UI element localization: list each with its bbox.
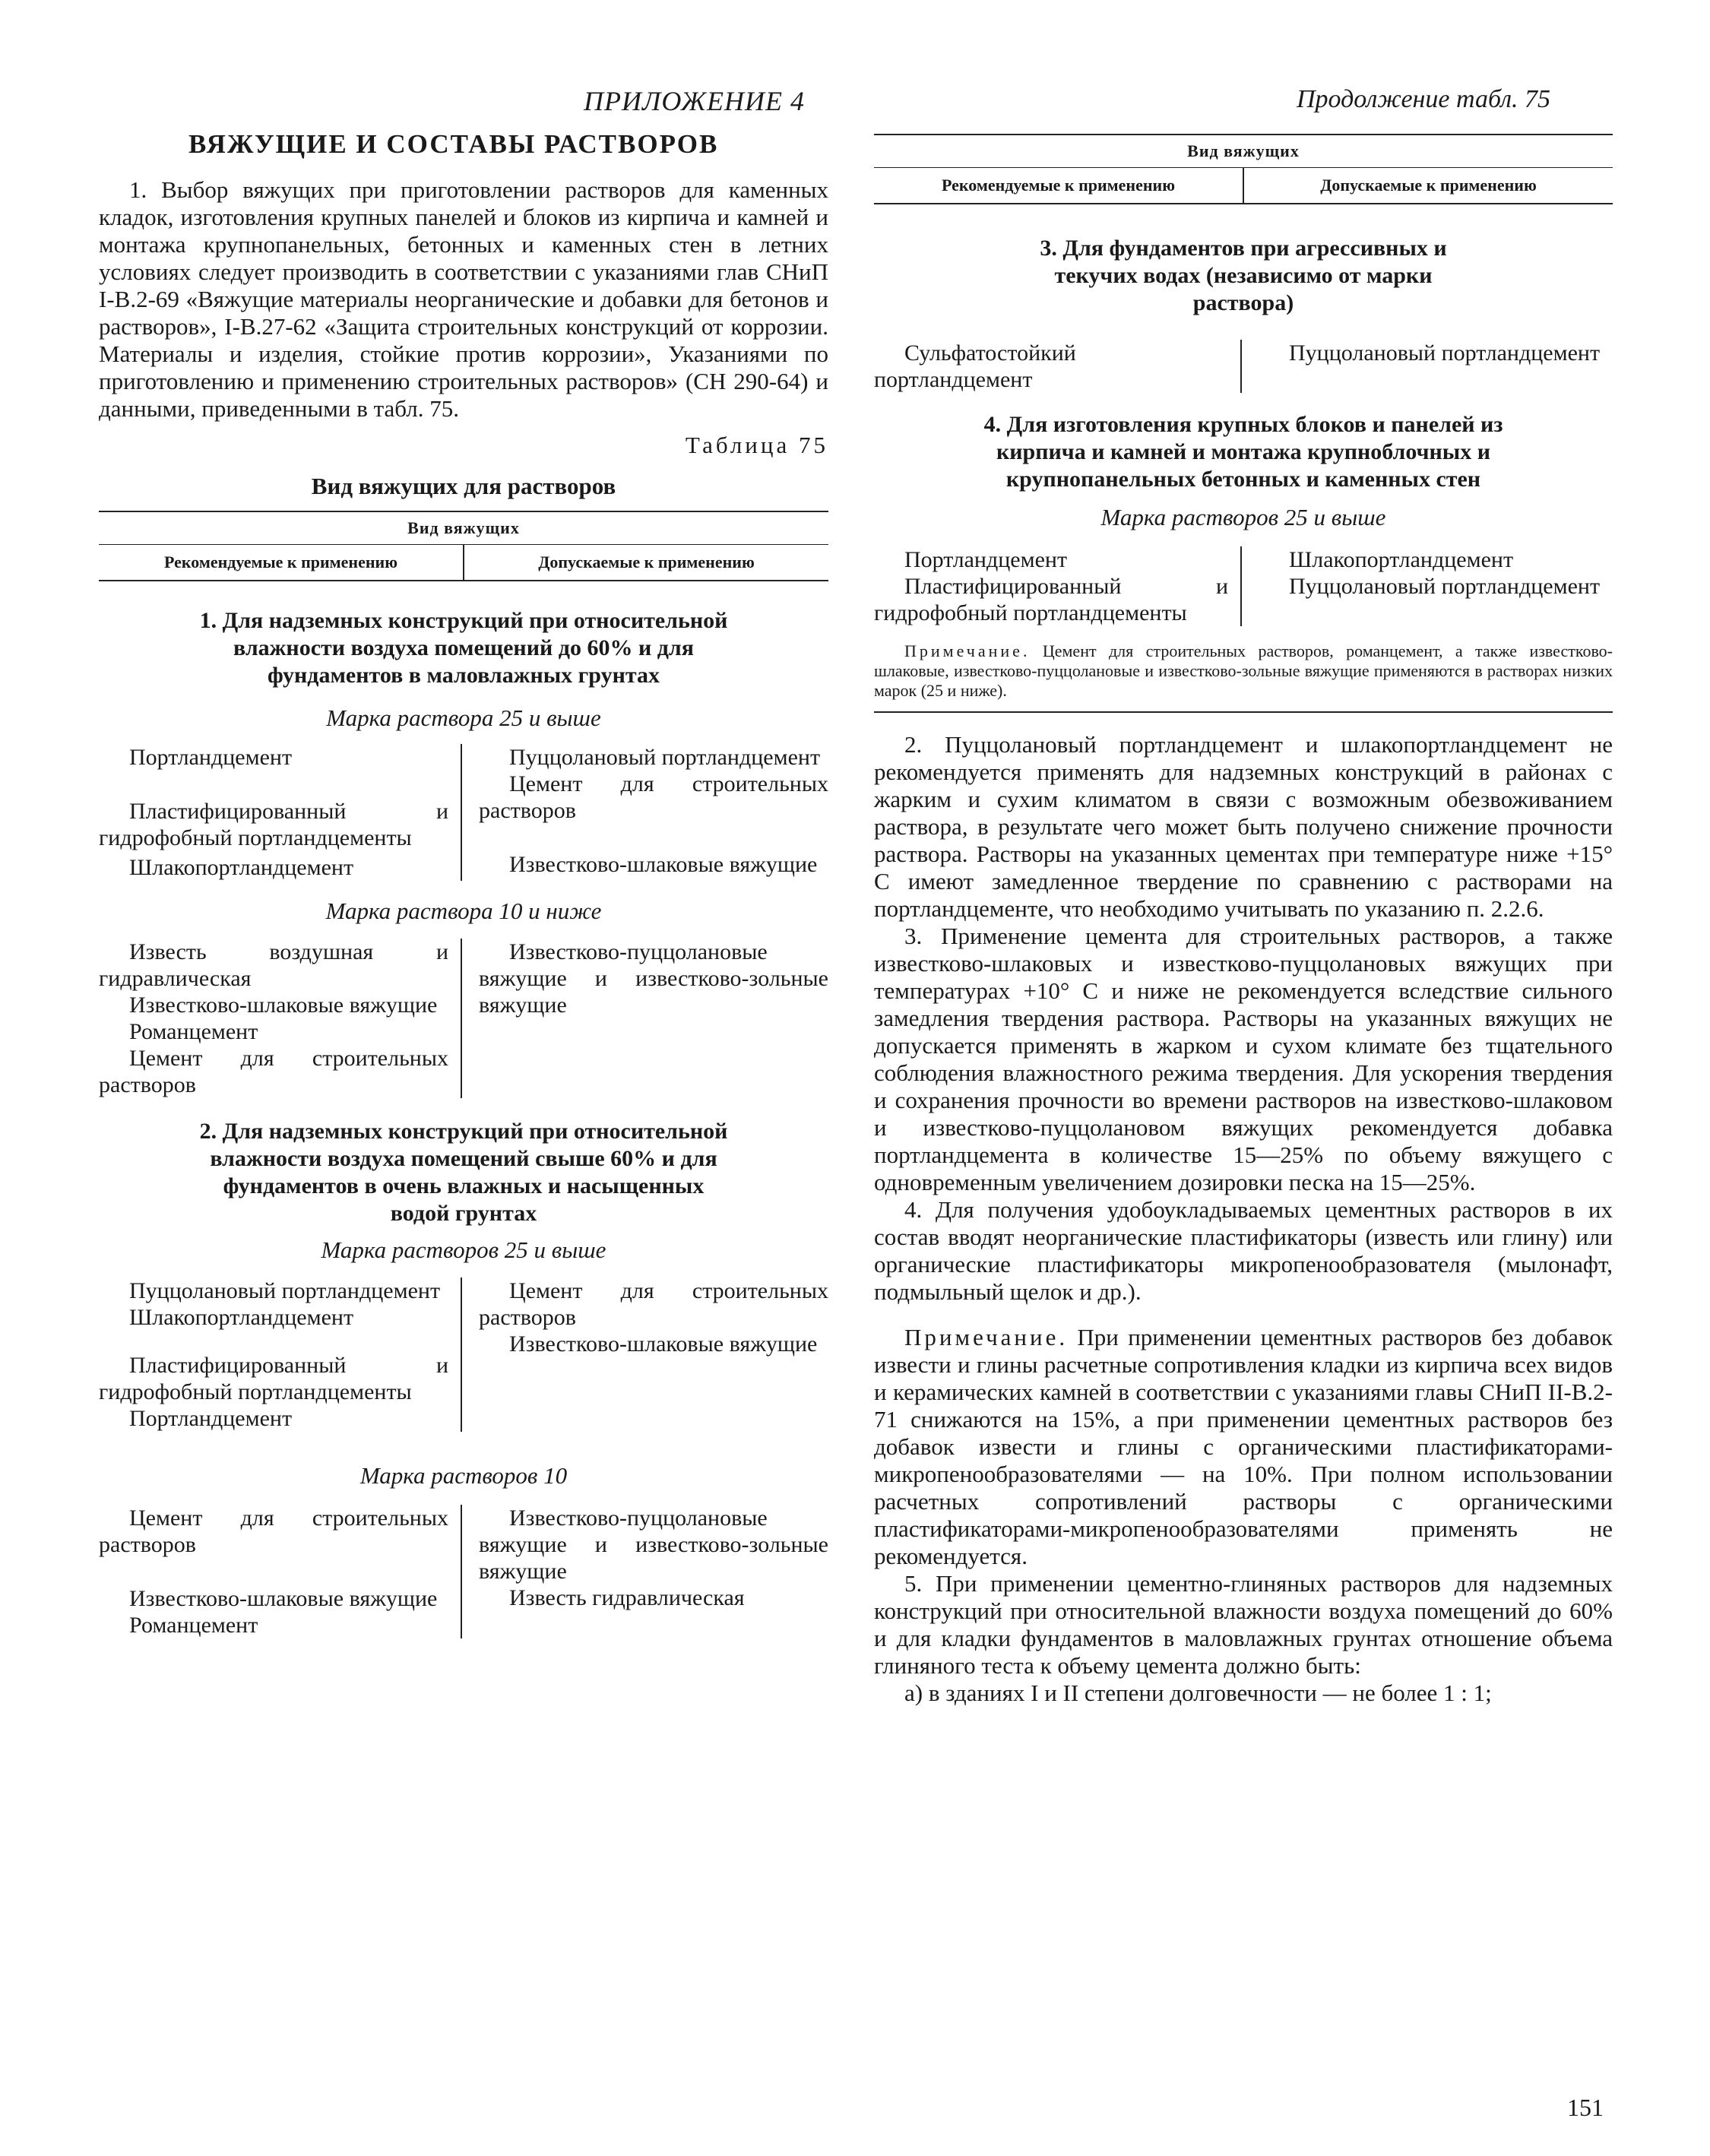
list-item: Сульфатостойкий портландцемент — [874, 340, 1076, 392]
list-item: Цемент для строительных растворов — [99, 1046, 448, 1097]
table-note-label: Примечание. — [904, 641, 1031, 660]
section-2-grade-a: Марка растворов 25 и выше — [321, 1236, 606, 1263]
note-2-label: Примечание. — [904, 1324, 1069, 1350]
table-header-columns — [99, 545, 828, 580]
header-recommended: Рекомендуемые к применению — [99, 545, 464, 580]
list-item: Известково-шлаковые вяжущие — [129, 993, 438, 1018]
section-4-rows — [874, 546, 1613, 626]
list-item: Пластифицированный и гидрофобный портландцементы — [99, 1353, 448, 1404]
list-item: Пластифицированный и гидрофобный портландцементы — [874, 574, 1228, 625]
section-2-grade-a-rows — [99, 1277, 828, 1432]
intro-paragraph: 1. Выбор вяжущих при приготовлении растворов для каменных кладок, изготовления крупных панелей и блоков из кирпича и камней и монтажа крупнопанельных, бетонных и каменных стен в летних условиях следует производить в соответствии с указаниями глав СНиП I-В.2-69 «Вяжущие материалы неорганические и добавки для бетонов и растворов», I-В.27-62 «Защита строительных конструкций от коррозии. Материалы и изделия, стойкие против коррозии», Указаниями по приготовлению и применению строительных растворов» (СН 290-64) и данными, приведенными в табл. 75. — [99, 176, 828, 422]
list-item: Шлакопортландцемент — [129, 855, 354, 880]
paragraph-5a: а) в зданиях I и II степени долговечности — не более 1 : 1; — [904, 1680, 1492, 1706]
header-allowed: Допускаемые к применению — [1320, 176, 1537, 195]
page-number: 151 — [1567, 2094, 1604, 2121]
list-item: Пуццолановый портландцемент — [129, 1278, 441, 1303]
paragraph-3: 3. Применение цемента для строительных растворов, а также известково-шлаковых и известково-пуццолановых вяжущих при температурах +10° С и ниже не рекомендуется вследствие сильного замедления твердения раствора. Растворы на указанных вяжущих не допускается применять в жарком и сухом климате без тщательного соблюдения влажностного режима твердения. Для ускорения твердения и сохранения прочности во времени растворов на известково-шлаковом и известково-пуццолановом вяжущих рекомендуется добавка портландцемента в количестве 15—25% по объему вяжущего с одновременным увеличением дозировки песка на 15—25%. — [874, 923, 1613, 1195]
section-1-grade-a-rows — [99, 744, 828, 881]
section-1-grade-a: Марка раствора 25 и выше — [326, 704, 601, 731]
list-item: Известково-шлаковые вяжущие — [129, 1586, 438, 1611]
list-item: Портландцемент — [904, 547, 1068, 572]
table-header — [99, 511, 828, 581]
list-item: Известково-пуццолановые вяжущие и известково-зольные вяжущие — [479, 939, 828, 1018]
table-note-text: Цемент для строительных растворов, романцемент, а также известково-шлаковые, известково-пуццолановые и известково-зольные вяжущие применяются в растворах низких марок (25 и ниже). — [874, 641, 1613, 700]
section-2-grade-b: Марка растворов 10 — [359, 1462, 568, 1489]
list-item: Известково-пуццолановые вяжущие и известково-зольные вяжущие — [479, 1505, 828, 1584]
list-item: Романцемент — [129, 1613, 258, 1638]
list-item: Пуццолановый портландцемент — [509, 745, 821, 770]
section-1-grade-b: Марка раствора 10 и ниже — [325, 898, 602, 924]
paragraph-4: 4. Для получения удобоукладываемых цементных растворов в их состав вводят неорганические пластификаторы (известь или глину) или органические пластификаторы микропенообразователя (мылонафт, подмыльный щелок и др.). — [874, 1196, 1613, 1305]
section-3-title: 3. Для фундаментов при агрессивных и текучих водах (независимо от марки раствора) — [1040, 236, 1447, 315]
table-title: Вид вяжущих для растворов — [311, 473, 616, 499]
header-recommended: Рекомендуемые к применению — [874, 168, 1244, 203]
list-item: Известь воздушная и гидравлическая — [99, 939, 448, 991]
section-4-title: 4. Для изготовления крупных блоков и панелей из кирпича и камней и монтажа крупноблочных и крупнопанельных бетонных и каменных стен — [983, 412, 1503, 492]
table-header-top: Вид вяжущих — [99, 512, 828, 545]
header-allowed: Допускаемые к применению — [538, 552, 755, 571]
list-item: Портландцемент — [129, 1406, 293, 1431]
list-item: Шлакопортландцемент — [1289, 547, 1514, 572]
table-header-continued — [874, 134, 1613, 204]
list-item: Портландцемент — [129, 745, 293, 770]
right-column — [874, 134, 1613, 1707]
list-item: Цемент для строительных растворов — [99, 1505, 448, 1557]
note-2 — [874, 1324, 1613, 1570]
list-item: Известково-шлаковые вяжущие — [509, 852, 818, 877]
left-column — [99, 176, 828, 1638]
main-title: ВЯЖУЩИЕ И СОСТАВЫ РАСТВОРОВ — [188, 129, 719, 159]
section-2-grade-b-rows — [99, 1505, 828, 1638]
table-note — [874, 641, 1613, 713]
table-header-top: Вид вяжущих — [874, 135, 1613, 168]
list-item: Цемент для строительных растворов — [479, 1278, 828, 1330]
list-item: Известь гидравлическая — [509, 1585, 745, 1610]
table-header-columns — [874, 168, 1613, 203]
paragraph-5: 5. При применении цементно-глиняных растворов для надземных конструкций при относительной влажности воздуха помещений до 60% и для кладки фундаментов в маловлажных грунтах отношение объема глиняного теста к объему цемента должно быть: — [874, 1570, 1613, 1679]
section-3-rows — [874, 340, 1613, 393]
list-item: Шлакопортландцемент — [129, 1305, 354, 1330]
section-1-title: 1. Для надземных конструкций при относительной влажности воздуха помещений до 60% и для фундаментов в маловлажных грунтах — [199, 608, 728, 688]
list-item: Пуццолановый портландцемент — [1289, 340, 1601, 366]
appendix-label: ПРИЛОЖЕНИЕ 4 — [584, 86, 805, 116]
section-4-grade: Марка растворов 25 и выше — [1100, 504, 1386, 530]
list-item: Пуццолановый портландцемент — [1289, 574, 1601, 599]
paragraph-2: 2. Пуццолановый портландцемент и шлакопортландцемент не рекомендуется применять для надземных конструкций в районах с жарким и сухим климатом в связи с возможным обезвоживанием раствора, в результате чего может быть получено снижение прочности раствора. Растворы на указанных цементах при температуре ниже +15° С имеют замедленное твердение по сравнению с растворами на портландцементе, что необходимо учитывать по указанию п. 2.2.6. — [874, 731, 1613, 922]
table-continuation-label: Продолжение табл. 75 — [1297, 85, 1551, 113]
list-item: Известково-шлаковые вяжущие — [509, 1331, 818, 1357]
section-2-title: 2. Для надземных конструкций при относительной влажности воздуха помещений свыше 60% и для фундаментов в очень влажных и насыщенных водой грунтах — [199, 1119, 728, 1226]
note-2-text: При применении цементных растворов без добавок извести и глины расчетные сопротивления кладки из кирпича всех видов и керамических камней в соответствии с указаниями главы СНиП II-В.2-71 снижаются на 15%, а при применении цементных растворов без добавок извести и глины с органическими пластификаторами-микропенообразователями — на 10%. При полном использовании расчетных сопротивлений растворы с органическими пластификаторами-микропенообразователями применять не рекомендуется. — [874, 1324, 1613, 1569]
section-1-grade-b-rows — [99, 939, 828, 1098]
list-item: Романцемент — [129, 1019, 258, 1044]
list-item: Цемент для строительных растворов — [479, 771, 828, 823]
table-label: Таблица 75 — [685, 432, 828, 458]
list-item: Пластифицированный и гидрофобный портландцементы — [99, 799, 448, 850]
